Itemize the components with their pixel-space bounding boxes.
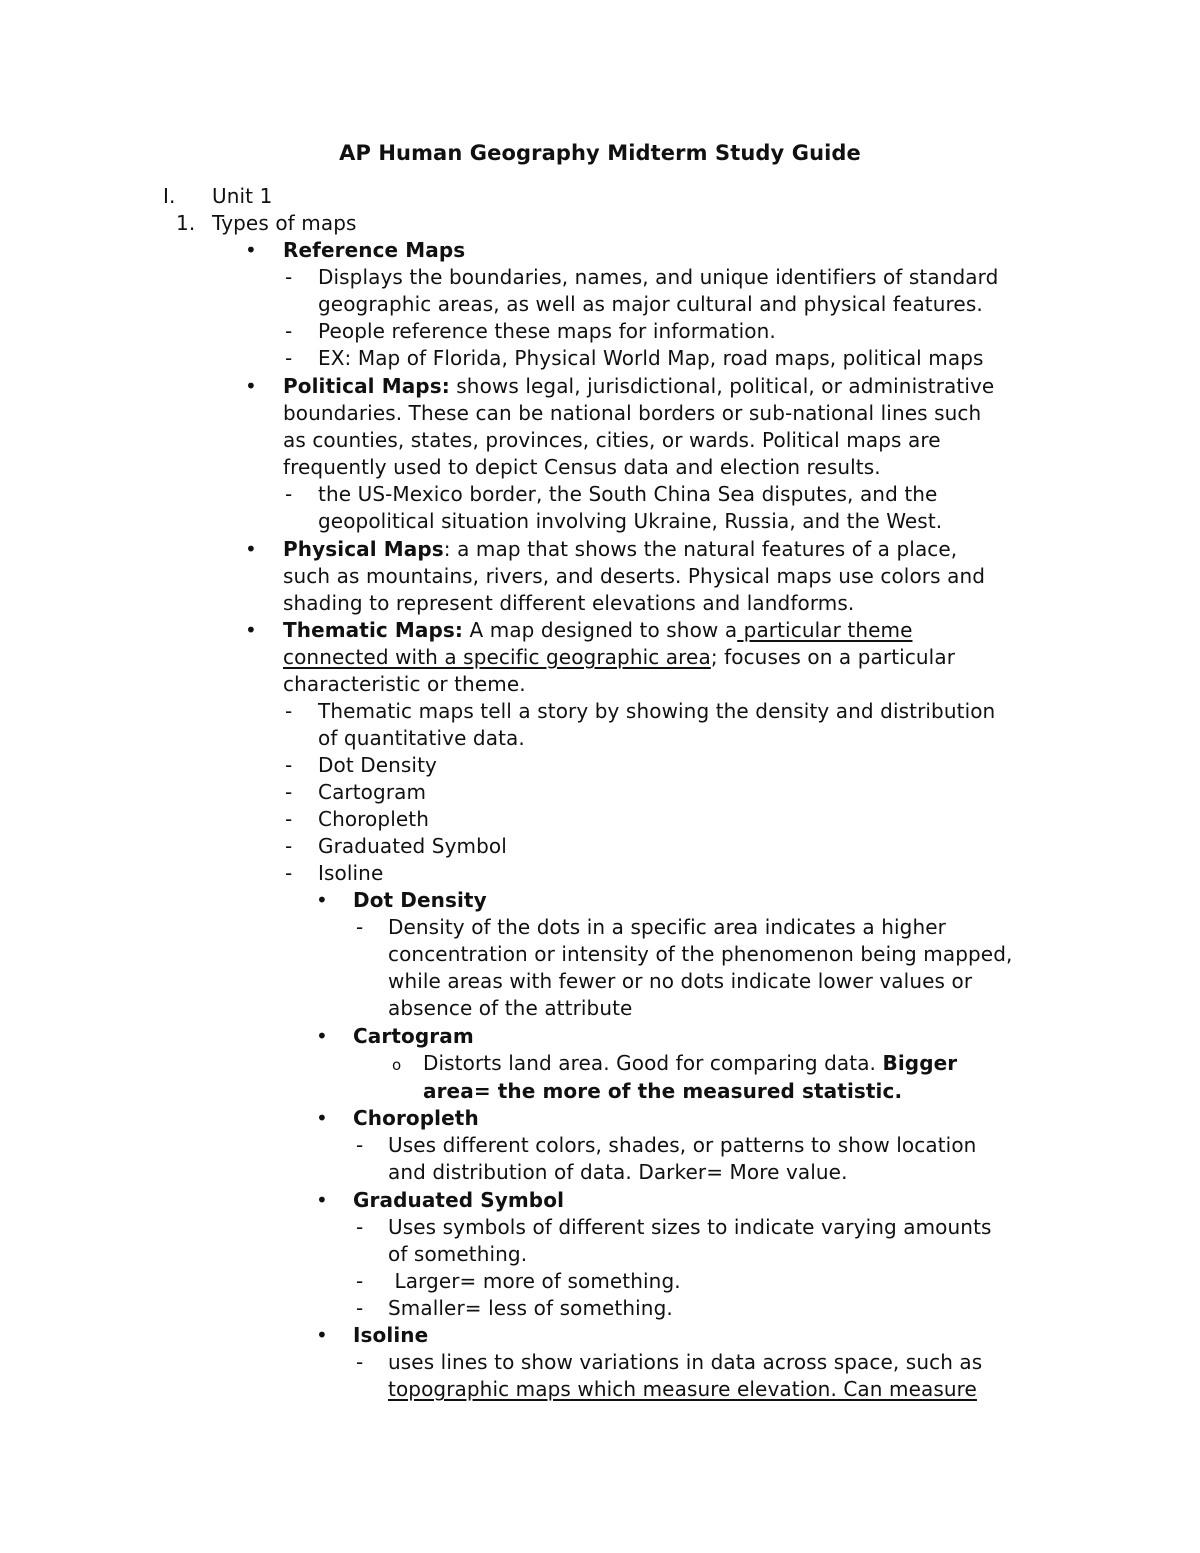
isoline-desc-1: uses lines to show variations in data across space, such as	[388, 1350, 983, 1374]
bullet-marker: •	[316, 888, 328, 912]
physical-maps-label: Physical Maps	[283, 537, 444, 561]
roman-numeral-marker: I.	[163, 184, 176, 208]
thematic-desc-1: Thematic maps tell a story by showing the density and distribution	[318, 699, 996, 723]
political-maps-line-4: frequently used to depict Census data and election results.	[283, 455, 881, 479]
thematic-maps-text-cont: ; focuses on a particular	[710, 645, 956, 669]
choropleth-heading	[353, 1105, 479, 1132]
number-marker: 1.	[176, 211, 196, 235]
dash-marker: -	[285, 861, 293, 885]
cartogram-desc-2	[423, 1078, 902, 1105]
bullet-marker: •	[316, 1106, 328, 1130]
reference-desc-1: Displays the boundaries, names, and unique identifiers of standard	[318, 265, 999, 289]
reference-desc-2: People reference these maps for information.	[318, 319, 776, 343]
circle-marker: o	[392, 1056, 402, 1074]
physical-maps-line-3: shading to represent different elevations and landforms.	[283, 591, 855, 615]
dash-marker: -	[285, 807, 293, 831]
thematic-desc-1-cont: of quantitative data.	[318, 726, 525, 750]
graduated-desc-3: Smaller= less of something.	[388, 1296, 673, 1320]
thematic-underlined-text: particular theme	[737, 618, 913, 642]
thematic-list-item: Graduated Symbol	[318, 834, 507, 858]
thematic-list-item: Cartogram	[318, 780, 427, 804]
dash-marker: -	[285, 753, 293, 777]
thematic-maps-line-3: characteristic or theme.	[283, 672, 526, 696]
cartogram-bold-text: Bigger	[882, 1051, 958, 1075]
political-example-1-cont: geopolitical situation involving Ukraine, Russia, and the West.	[318, 509, 943, 533]
dash-marker: -	[356, 915, 364, 939]
unit-heading: Unit 1	[212, 184, 273, 208]
bullet-marker: •	[245, 374, 257, 398]
dot-density-desc-2: concentration or intensity of the phenomenon being mapped,	[388, 942, 1013, 966]
dash-marker: -	[356, 1269, 364, 1293]
dash-marker: -	[356, 1296, 364, 1320]
bullet-marker: •	[316, 1024, 328, 1048]
dot-density-desc-1: Density of the dots in a specific area indicates a higher	[388, 915, 946, 939]
bullet-marker: •	[245, 238, 257, 262]
cartogram-bold-text-cont: area= the more of the measured statistic.	[423, 1079, 903, 1103]
thematic-maps-text: A map designed to show a	[463, 618, 738, 642]
page-title: AP Human Geography Midterm Study Guide	[339, 141, 861, 165]
isoline-label: Isoline	[353, 1323, 429, 1347]
reference-desc-3: EX: Map of Florida, Physical World Map, road maps, political maps	[318, 346, 984, 370]
thematic-maps-label: Thematic Maps:	[283, 618, 464, 642]
dash-marker: -	[285, 346, 293, 370]
dash-marker: -	[356, 1350, 364, 1374]
cartogram-desc-1	[423, 1050, 957, 1077]
thematic-maps-line-2	[283, 644, 955, 671]
thematic-list-item: Dot Density	[318, 753, 437, 777]
dash-marker: -	[285, 834, 293, 858]
political-maps-line-3: as counties, states, provinces, cities, or wards. Political maps are	[283, 428, 941, 452]
thematic-underlined-text-cont: connected with a specific geographic area	[283, 645, 711, 669]
graduated-symbol-heading	[353, 1187, 564, 1214]
political-maps-line-1	[283, 373, 994, 400]
dot-density-heading	[353, 887, 487, 914]
dot-density-label: Dot Density	[353, 888, 487, 912]
thematic-list-item: Isoline	[318, 861, 384, 885]
choropleth-desc-2: and distribution of data. Darker= More value.	[388, 1160, 848, 1184]
political-maps-text: shows legal, jurisdictional, political, or administrative	[449, 374, 995, 398]
cartogram-heading	[353, 1023, 474, 1050]
dot-density-desc-4: absence of the attribute	[388, 996, 633, 1020]
dash-marker: -	[285, 319, 293, 343]
bullet-marker: •	[245, 537, 257, 561]
dash-marker: -	[285, 265, 293, 289]
graduated-desc-1-cont: of something.	[388, 1242, 528, 1266]
physical-maps-text: : a map that shows the natural features of a place,	[443, 537, 958, 561]
dash-marker: -	[285, 482, 293, 506]
thematic-maps-line-1	[283, 617, 913, 644]
physical-maps-line-2: such as mountains, rivers, and deserts. Physical maps use colors and	[283, 564, 986, 588]
bullet-marker: •	[316, 1188, 328, 1212]
bullet-marker: •	[245, 618, 257, 642]
dash-marker: -	[356, 1133, 364, 1157]
graduated-symbol-label: Graduated Symbol	[353, 1188, 565, 1212]
dash-marker: -	[285, 780, 293, 804]
isoline-heading	[353, 1322, 428, 1349]
cartogram-label: Cartogram	[353, 1024, 474, 1048]
political-maps-label: Political Maps:	[283, 374, 450, 398]
dash-marker: -	[356, 1215, 364, 1239]
graduated-desc-1: Uses symbols of different sizes to indicate varying amounts	[388, 1215, 992, 1239]
dot-density-desc-3: while areas with fewer or no dots indicate lower values or	[388, 969, 973, 993]
cartogram-text: Distorts land area. Good for comparing data.	[423, 1051, 883, 1075]
reference-maps-heading	[283, 237, 465, 264]
graduated-desc-2: Larger= more of something.	[388, 1269, 681, 1293]
isoline-desc-1-cont	[388, 1376, 977, 1403]
choropleth-label: Choropleth	[353, 1106, 479, 1130]
reference-desc-1-cont: geographic areas, as well as major cultural and physical features.	[318, 292, 983, 316]
types-of-maps-heading: Types of maps	[212, 211, 357, 235]
political-example-1: the US-Mexico border, the South China Sea disputes, and the	[318, 482, 938, 506]
choropleth-desc-1: Uses different colors, shades, or patterns to show location	[388, 1133, 977, 1157]
physical-maps-line-1	[283, 536, 957, 563]
political-maps-line-2: boundaries. These can be national borders or sub-national lines such	[283, 401, 982, 425]
dash-marker: -	[285, 699, 293, 723]
reference-maps-label: Reference Maps	[283, 238, 466, 262]
thematic-list-item: Choropleth	[318, 807, 429, 831]
isoline-underlined-text: topographic maps which measure elevation. Can measure	[388, 1377, 977, 1401]
bullet-marker: •	[316, 1323, 328, 1347]
